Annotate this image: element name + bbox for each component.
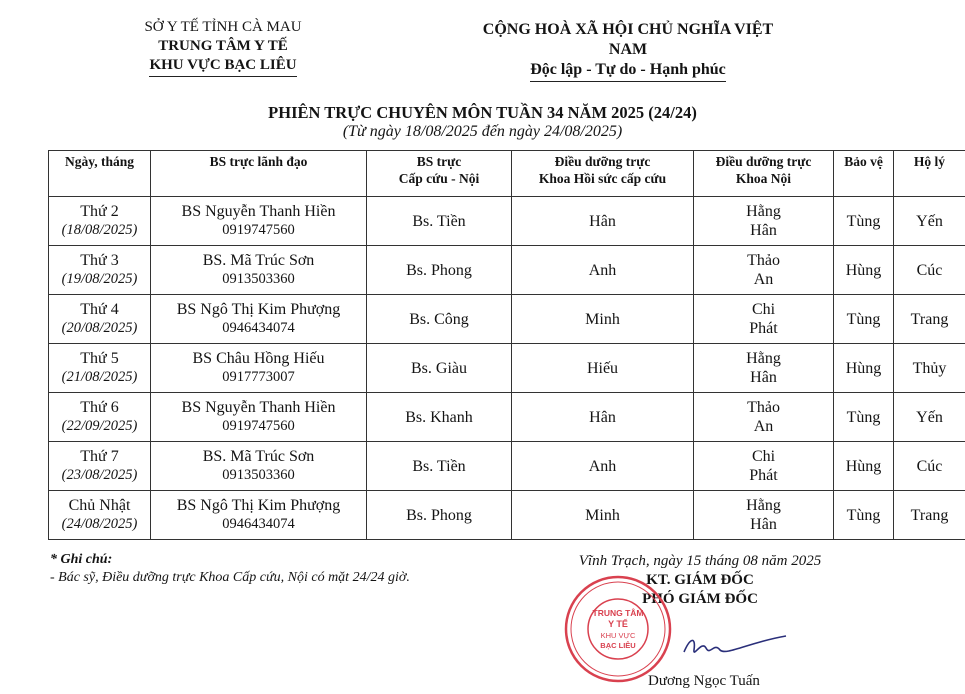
header-er-doctor: BS trực Cấp cứu - Nội bbox=[367, 151, 512, 197]
guard-cell bbox=[834, 393, 894, 442]
duty-schedule-table bbox=[48, 150, 965, 540]
leader-phone: 0917773007 bbox=[222, 369, 295, 385]
header-icu-nurse: Điều dưỡng trực Khoa Hồi sức cấp cứu bbox=[512, 151, 694, 197]
icu-nurse-cell bbox=[512, 491, 694, 540]
signer-name: Dương Ngọc Tuấn bbox=[648, 673, 760, 689]
agency-region: KHU VỰC BẠC LIÊU bbox=[149, 56, 296, 77]
ward-nurse-cell bbox=[694, 295, 834, 344]
day-label: Thứ 7 bbox=[80, 448, 119, 465]
notes bbox=[50, 551, 410, 587]
day-label: Thứ 4 bbox=[80, 301, 119, 318]
table-row bbox=[49, 344, 965, 393]
national-motto-header bbox=[478, 20, 778, 82]
er-doctor-name: Bs. Tiền bbox=[412, 457, 466, 475]
official-stamp-icon bbox=[563, 574, 673, 684]
icu-nurse-cell bbox=[512, 393, 694, 442]
icu-nurse-cell bbox=[512, 197, 694, 246]
leader-phone: 0946434074 bbox=[222, 516, 295, 532]
guard-cell bbox=[834, 295, 894, 344]
er-doctor-cell bbox=[367, 491, 512, 540]
date-cell bbox=[49, 344, 151, 393]
orderly-name: Trang bbox=[910, 506, 949, 524]
ward-nurse-2: An bbox=[753, 418, 774, 435]
er-doctor-name: Bs. Giàu bbox=[411, 359, 467, 377]
er-doctor-cell bbox=[367, 295, 512, 344]
guard-name: Tùng bbox=[846, 212, 881, 230]
orderly-cell bbox=[894, 197, 965, 246]
ward-nurse-1: Thảo bbox=[747, 399, 780, 416]
table-header-row bbox=[49, 151, 965, 197]
date-cell bbox=[49, 246, 151, 295]
leader-phone: 0919747560 bbox=[222, 222, 295, 238]
leader-phone: 0913503360 bbox=[222, 271, 295, 287]
icu-nurse-cell bbox=[512, 344, 694, 393]
signer-role-2: PHÓ GIÁM ĐỐC bbox=[642, 591, 758, 607]
day-label: Chủ Nhật bbox=[68, 497, 131, 514]
guard-name: Tùng bbox=[846, 506, 881, 524]
day-label: Thứ 5 bbox=[80, 350, 119, 367]
orderly-cell bbox=[894, 442, 965, 491]
er-doctor-name: Bs. Công bbox=[409, 310, 469, 328]
er-doctor-name: Bs. Phong bbox=[406, 261, 472, 279]
table-row bbox=[49, 442, 965, 491]
icu-nurse-name: Hiếu bbox=[586, 359, 619, 377]
guard-cell bbox=[834, 344, 894, 393]
table-row bbox=[49, 246, 965, 295]
orderly-name: Yến bbox=[916, 212, 943, 230]
ward-nurse-cell bbox=[694, 393, 834, 442]
guard-name: Tùng bbox=[846, 408, 881, 426]
orderly-cell bbox=[894, 491, 965, 540]
leader-cell bbox=[151, 344, 367, 393]
leader-cell bbox=[151, 246, 367, 295]
ward-nurse-2: Hân bbox=[750, 516, 777, 533]
icu-nurse-name: Anh bbox=[588, 261, 617, 279]
icu-nurse-name: Minh bbox=[585, 506, 620, 524]
header-leader: BS trực lãnh đạo bbox=[151, 151, 367, 197]
er-doctor-cell bbox=[367, 197, 512, 246]
leader-phone: 0913503360 bbox=[222, 467, 295, 483]
leader-name: BS Châu Hồng Hiếu bbox=[192, 350, 325, 367]
leader-name: BS Ngô Thị Kim Phượng bbox=[176, 497, 341, 514]
stamp-line-1: TRUNG TÂM bbox=[592, 608, 644, 618]
guard-name: Hùng bbox=[845, 359, 882, 377]
ward-nurse-2: Phát bbox=[749, 467, 778, 484]
icu-nurse-name: Anh bbox=[588, 457, 617, 475]
document-title: PHIÊN TRỰC CHUYÊN MÔN TUẦN 34 NĂM 2025 (24/24) bbox=[268, 103, 697, 122]
ward-nurse-2: Hân bbox=[750, 369, 777, 386]
date-cell bbox=[49, 197, 151, 246]
guard-cell bbox=[834, 246, 894, 295]
date-cell bbox=[49, 491, 151, 540]
icu-nurse-cell bbox=[512, 246, 694, 295]
ward-nurse-cell bbox=[694, 344, 834, 393]
agency-parent: SỞ Y TẾ TỈNH CÀ MAU bbox=[144, 19, 302, 35]
orderly-cell bbox=[894, 344, 965, 393]
guard-name: Tùng bbox=[846, 310, 881, 328]
icu-nurse-cell bbox=[512, 295, 694, 344]
er-doctor-name: Bs. Tiền bbox=[412, 212, 466, 230]
ward-nurse-1: Chi bbox=[751, 448, 776, 465]
ward-nurse-cell bbox=[694, 442, 834, 491]
date-label: (18/08/2025) bbox=[61, 222, 138, 238]
ward-nurse-1: Hằng bbox=[746, 203, 781, 220]
orderly-name: Cúc bbox=[916, 457, 943, 475]
ward-nurse-2: Hân bbox=[750, 222, 777, 239]
icu-nurse-name: Minh bbox=[585, 310, 620, 328]
orderly-name: Trang bbox=[910, 310, 949, 328]
guard-name: Hùng bbox=[845, 457, 882, 475]
guard-name: Hùng bbox=[845, 261, 882, 279]
orderly-name: Cúc bbox=[916, 261, 943, 279]
leader-name: BS. Mã Trúc Sơn bbox=[202, 252, 315, 269]
date-label: (20/08/2025) bbox=[61, 320, 138, 336]
leader-name: BS Ngô Thị Kim Phượng bbox=[176, 301, 341, 318]
document-subtitle: (Từ ngày 18/08/2025 đến ngày 24/08/2025) bbox=[342, 123, 623, 140]
date-label: (19/08/2025) bbox=[61, 271, 138, 287]
day-label: Thứ 2 bbox=[80, 203, 119, 220]
leader-cell bbox=[151, 295, 367, 344]
guard-cell bbox=[834, 442, 894, 491]
ward-nurse-cell bbox=[694, 246, 834, 295]
leader-cell bbox=[151, 197, 367, 246]
icu-nurse-cell bbox=[512, 442, 694, 491]
header-date: Ngày, tháng bbox=[49, 151, 151, 197]
date-label: (24/08/2025) bbox=[61, 516, 138, 532]
er-doctor-cell bbox=[367, 393, 512, 442]
header-guard: Bảo vệ bbox=[834, 151, 894, 197]
er-doctor-cell bbox=[367, 442, 512, 491]
er-doctor-cell bbox=[367, 344, 512, 393]
orderly-cell bbox=[894, 393, 965, 442]
ward-nurse-cell bbox=[694, 197, 834, 246]
leader-phone: 0946434074 bbox=[222, 320, 295, 336]
date-label: (23/08/2025) bbox=[61, 467, 138, 483]
guard-cell bbox=[834, 491, 894, 540]
issuing-agency-header bbox=[118, 18, 328, 77]
ward-nurse-1: Thảo bbox=[747, 252, 780, 269]
ward-nurse-1: Hằng bbox=[746, 350, 781, 367]
date-cell bbox=[49, 295, 151, 344]
table-row bbox=[49, 491, 965, 540]
header-orderly: Hộ lý bbox=[894, 151, 965, 197]
signer-role-1: KT. GIÁM ĐỐC bbox=[646, 572, 754, 588]
ward-nurse-1: Chi bbox=[751, 301, 776, 318]
orderly-name: Yến bbox=[916, 408, 943, 426]
leader-name: BS Nguyễn Thanh Hiền bbox=[181, 399, 336, 416]
guard-cell bbox=[834, 197, 894, 246]
country-name: CỘNG HOÀ XÃ HỘI CHỦ NGHĨA VIỆT NAM bbox=[482, 21, 774, 58]
date-cell bbox=[49, 393, 151, 442]
place-date: Vĩnh Trạch, ngày 15 tháng 08 năm 2025 bbox=[578, 553, 822, 569]
table-row bbox=[49, 393, 965, 442]
er-doctor-name: Bs. Khanh bbox=[405, 408, 473, 426]
icu-nurse-name: Hân bbox=[589, 212, 616, 230]
leader-name: BS Nguyễn Thanh Hiền bbox=[181, 203, 336, 220]
leader-cell bbox=[151, 393, 367, 442]
orderly-cell bbox=[894, 246, 965, 295]
stamp-line-2: Y TẾ bbox=[608, 619, 628, 629]
date-cell bbox=[49, 442, 151, 491]
header-ward-nurse: Điều dưỡng trực Khoa Nội bbox=[694, 151, 834, 197]
leader-cell bbox=[151, 491, 367, 540]
ward-nurse-cell bbox=[694, 491, 834, 540]
date-label: (21/08/2025) bbox=[61, 369, 138, 385]
day-label: Thứ 6 bbox=[80, 399, 119, 416]
notes-line: - Bác sỹ, Điều dưỡng trực Khoa Cấp cứu, Nội có mặt 24/24 giờ. bbox=[50, 570, 410, 585]
table-row bbox=[49, 295, 965, 344]
orderly-name: Thủy bbox=[912, 359, 947, 377]
table-row bbox=[49, 197, 965, 246]
leader-cell bbox=[151, 442, 367, 491]
stamp-line-3: KHU VỰC bbox=[600, 631, 636, 640]
motto: Độc lập - Tự do - Hạnh phúc bbox=[530, 60, 726, 82]
ward-nurse-1: Hằng bbox=[746, 497, 781, 514]
ward-nurse-2: Phát bbox=[749, 320, 778, 337]
date-label: (22/09/2025) bbox=[61, 418, 138, 434]
leader-name: BS. Mã Trúc Sơn bbox=[202, 448, 315, 465]
er-doctor-cell bbox=[367, 246, 512, 295]
notes-heading: * Ghi chú: bbox=[50, 552, 113, 567]
leader-phone: 0919747560 bbox=[222, 418, 295, 434]
icu-nurse-name: Hân bbox=[589, 408, 616, 426]
agency-name: TRUNG TÂM Y TẾ bbox=[158, 38, 288, 54]
orderly-cell bbox=[894, 295, 965, 344]
handwritten-signature-icon bbox=[680, 630, 790, 662]
stamp-line-4: BẠC LIÊU bbox=[600, 641, 636, 650]
day-label: Thứ 3 bbox=[80, 252, 119, 269]
ward-nurse-2: An bbox=[753, 271, 774, 288]
er-doctor-name: Bs. Phong bbox=[406, 506, 472, 524]
